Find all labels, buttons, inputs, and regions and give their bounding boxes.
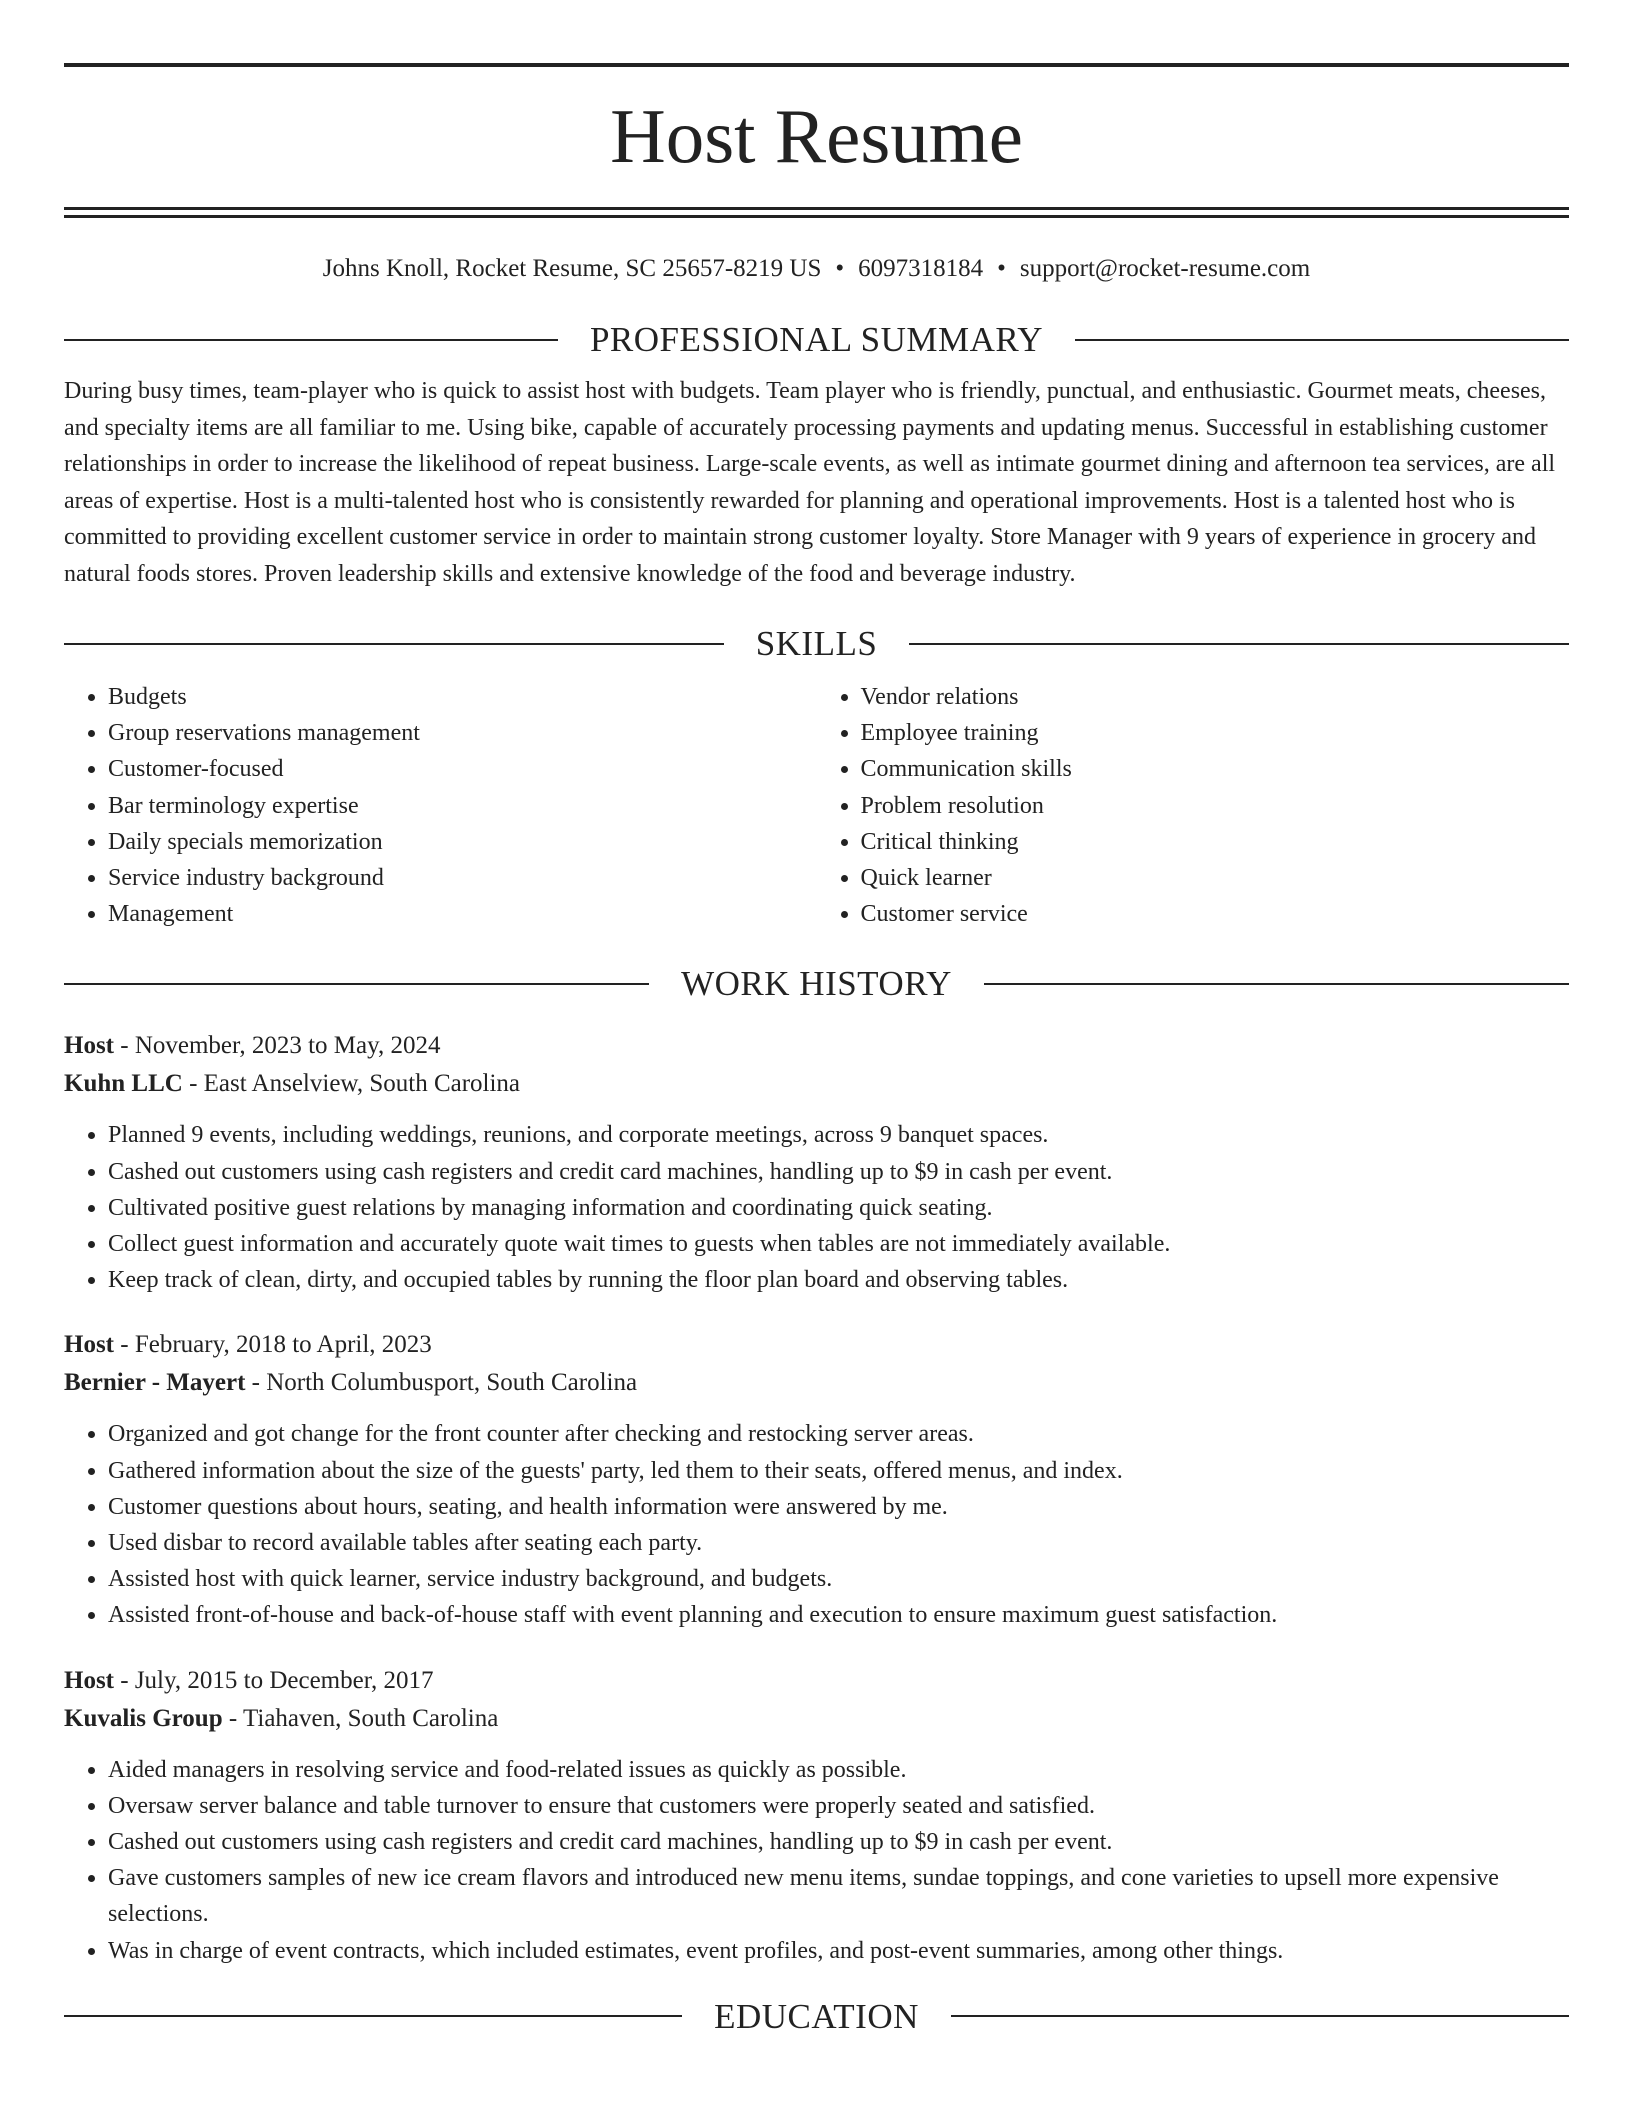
- job-title: Host: [64, 1331, 114, 1359]
- skill-item: • Group reservations management: [108, 715, 817, 751]
- skills-column-left: [64, 679, 817, 932]
- work-heading: WORK HISTORY: [681, 964, 952, 1004]
- skill-item: • Communication skills: [861, 751, 1570, 787]
- job-title-line: [64, 1326, 1569, 1364]
- job-company-line: [64, 1065, 1569, 1103]
- job-title-line: [64, 1027, 1569, 1065]
- contact-separator: •: [997, 255, 1006, 282]
- job-dates: - July, 2015 to December, 2017: [114, 1666, 434, 1694]
- job-bullet: • Customer questions about hours, seating, and health information were answered by me.: [108, 1489, 1569, 1525]
- job-bullet: • Cultivated positive guest relations by managing information and coordinating quick seating.: [108, 1190, 1569, 1226]
- job-location: - East Anselview, South Carolina: [182, 1070, 521, 1098]
- contact-separator: •: [835, 255, 845, 282]
- job-bullet: • Organized and got change for the front counter after checking and restocking server areas.: [108, 1416, 1569, 1452]
- job-company: Kuvalis Group: [64, 1704, 223, 1732]
- skill-item: • Vendor relations: [861, 679, 1570, 715]
- job-dates: - February, 2018 to April, 2023: [114, 1331, 432, 1359]
- job-bullet: • Aided managers in resolving service and food-related issues as quickly as possible.: [108, 1752, 1569, 1788]
- job-bullets: [64, 1117, 1569, 1298]
- job-entry: [64, 1326, 1569, 1633]
- job-company-line: [64, 1700, 1569, 1738]
- job-bullet: • Collect guest information and accurately quote wait times to guests when tables are not immediately available.: [108, 1226, 1569, 1262]
- title-double-rule: [64, 207, 1569, 218]
- job-bullet: • Cashed out customers using cash registers and credit card machines, handling up to $9 in cash per event.: [108, 1824, 1569, 1860]
- skills-heading: SKILLS: [755, 624, 878, 663]
- work-section-header: [64, 964, 1569, 1004]
- contact-line: [64, 254, 1569, 284]
- job-location: - Tiahaven, South Carolina: [222, 1704, 499, 1732]
- resume-page: [64, 0, 1569, 2034]
- job-location: - North Columbusport, South Carolina: [245, 1369, 638, 1397]
- skill-item: • Employee training: [861, 715, 1570, 751]
- summary-section-header: [64, 322, 1569, 357]
- contact-email: support@rocket-resume.com: [1019, 255, 1311, 282]
- skill-item: • Critical thinking: [861, 824, 1570, 860]
- job-bullet: • Gathered information about the size of the guests' party, led them to their seats, offered menus, and index.: [108, 1453, 1569, 1489]
- job-entry: [64, 1662, 1569, 1969]
- job-bullet: • Keep track of clean, dirty, and occupied tables by running the floor plan board and observing tables.: [108, 1262, 1569, 1298]
- skills-column-right: [817, 679, 1570, 932]
- job-bullet: • Cashed out customers using cash registers and credit card machines, handling up to $9 in cash per event.: [108, 1154, 1569, 1190]
- job-bullets: [64, 1752, 1569, 1969]
- skill-item: • Problem resolution: [861, 788, 1570, 824]
- skill-item: • Quick learner: [861, 860, 1570, 896]
- skill-item: • Budgets: [108, 679, 817, 715]
- summary-heading: PROFESSIONAL SUMMARY: [589, 320, 1044, 359]
- job-bullets: [64, 1416, 1569, 1633]
- skills-section-header: [64, 626, 1569, 661]
- skills-list: [64, 679, 1569, 932]
- job-bullet: • Assisted host with quick learner, service industry background, and budgets.: [108, 1561, 1569, 1597]
- job-entry: [64, 1027, 1569, 1298]
- skill-item: • Daily specials memorization: [108, 824, 817, 860]
- skill-item: • Customer-focused: [108, 751, 817, 787]
- education-section-header: [64, 1996, 1569, 2036]
- job-company: Kuhn LLC: [64, 1070, 183, 1098]
- job-bullet: • Planned 9 events, including weddings, reunions, and corporate meetings, across 9 banquet spaces.: [108, 1117, 1569, 1153]
- skill-item: • Management: [108, 896, 817, 932]
- job-bullet: • Gave customers samples of new ice cream flavors and introduced new menu items, sundae toppings, and cone varieties to upsell more expensive selections.: [108, 1860, 1569, 1932]
- job-bullet: • Was in charge of event contracts, which included estimates, event profiles, and post-event summaries, among other things.: [108, 1933, 1569, 1969]
- job-title: Host: [64, 1032, 114, 1060]
- skill-item: • Customer service: [861, 896, 1570, 932]
- job-bullet: • Used disbar to record available tables after seating each party.: [108, 1525, 1569, 1561]
- summary-text: During busy times, team-player who is quick to assist host with budgets. Team player who is friendly, punctual, and enthusiastic. Gourmet meats, cheeses, and specialty items are all familiar to me. Using bike, capable of accurately processing payments and updating menus. Successful in establishing customer relationships in order to increase the likelihood of repeat business. Large-scale events, as well as intimate gourmet dining and afternoon tea services, are all areas of expertise. Host is a multi-talented host who is consistently rewarded for planning and operational improvements. Host is a talented host who is committed to providing excellent customer service in order to maintain strong customer loyalty. Store Manager with 9 years of experience in grocery and natural foods stores. Proven leadership skills and extensive knowledge of the food and beverage industry.: [64, 378, 1556, 587]
- page-title: Host Resume: [610, 93, 1023, 179]
- job-company: Bernier - Mayert: [64, 1369, 246, 1397]
- contact-address: Johns Knoll, Rocket Resume, SC 25657-8219 US: [322, 255, 822, 282]
- job-dates: - November, 2023 to May, 2024: [114, 1032, 441, 1060]
- job-company-line: [64, 1364, 1569, 1402]
- job-bullet: • Assisted front-of-house and back-of-house staff with event planning and execution to ensure maximum guest satisfaction.: [108, 1597, 1569, 1633]
- job-bullet: • Oversaw server balance and table turnover to ensure that customers were properly seated and satisfied.: [108, 1788, 1569, 1824]
- contact-phone: 6097318184: [858, 255, 984, 282]
- job-title: Host: [64, 1666, 114, 1694]
- job-title-line: [64, 1662, 1569, 1700]
- skill-item: • Bar terminology expertise: [108, 788, 817, 824]
- education-heading: EDUCATION: [714, 1996, 919, 2036]
- skill-item: • Service industry background: [108, 860, 817, 896]
